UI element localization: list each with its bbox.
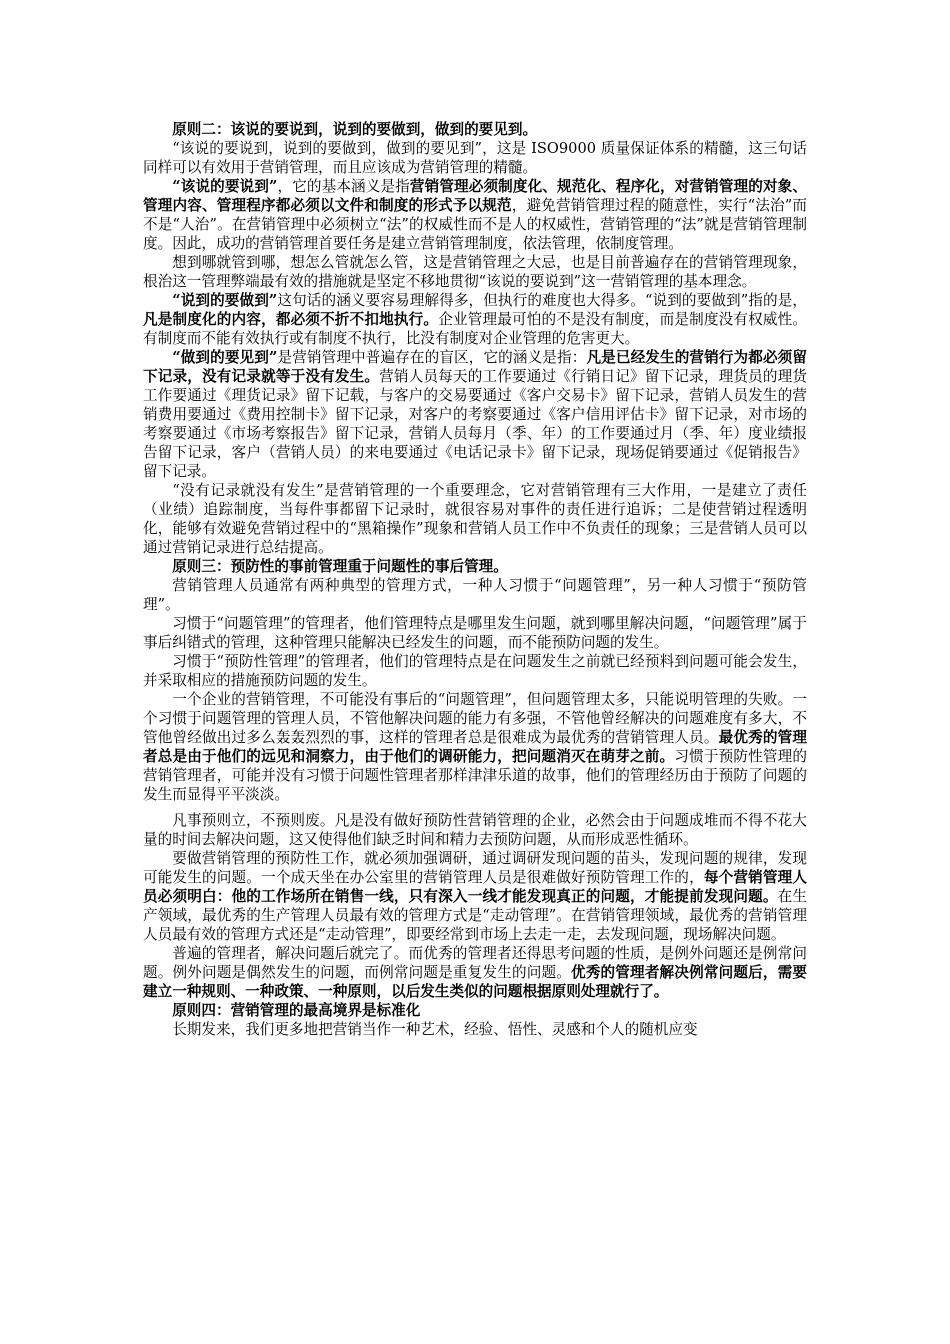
text-run: 要做营销管理的预防性工作，就必须加强调研，通过调研发现问题的苗头，发现问题的规律，发现可能发生的问题。一个成天坐在办公室里的营销管理人员是很难做好预防管理工作的， xyxy=(143,850,807,886)
bold-text: “做到的要见到” xyxy=(172,349,278,366)
bold-text: 原则二：该说的要说到，说到的要做到，做到的要见到。 xyxy=(172,121,538,138)
body-paragraph xyxy=(143,576,807,614)
section-heading xyxy=(143,1001,807,1020)
text-run: ，避免营销管理过程的随意性，实行“法治”而不是“人治”。在营销管理中必须树立“法”的权威性而不是人的权威性，营销管理的“法”就是营销管理制度。因此，成功的营销管理首要任务是建立营销管理制度，依法管理，依制度管理。 xyxy=(143,197,807,252)
bold-text: 凡是制度化的内容，都必须不折不扣地执行。 xyxy=(143,311,439,328)
text-run: 长期发来，我们更多地把营销当作一种艺术，经验、悟性、灵感和个人的随机应变 xyxy=(172,1021,698,1038)
body-paragraph xyxy=(143,944,807,1001)
text-run: 一个企业的营销管理，不可能没有事后的“问题管理”，但问题管理太多，只能说明管理的失败。一个习惯于问题管理的管理人员，不管他解决问题的能力有多强，不管他曾经解决的问题难度有多大，不管他曾经做出过多么轰轰烈烈的事，这样的管理者总是很难成为最优秀的营销管理人员。 xyxy=(143,691,807,746)
section-heading xyxy=(143,557,807,576)
bold-text: 原则四：营销管理的最高境界是标准化 xyxy=(172,1002,421,1019)
bold-text: “该说的要说到” xyxy=(172,178,278,195)
text-run: 凡事预则立，不预则废。凡是没有做好预防性营销管理的企业，必然会由于问题成堆而不得不花大量的时间去解决问题，这又使得他们缺乏时间和精力去预防问题，从而形成恶性循环。 xyxy=(143,812,807,848)
body-paragraph xyxy=(143,652,807,690)
text-run: 在生产领域，最优秀的生产管理人员最有效的管理方式是“走动管理”。在营销管理领域，最优秀的营销管理人员最有效的管理方式还是“走动管理”，即要经常到市场上去走一走，去发现问题，现场解决问题。 xyxy=(143,888,807,943)
body-paragraph xyxy=(143,849,807,944)
text-run: 习惯于预防性管理的营销管理者，可能并没有习惯于问题性管理者那样津津乐道的故事，他们的管理经历由于预防了问题的发生而显得平平淡淡。 xyxy=(143,748,807,803)
text-run: “没有记录就没有发生”是营销管理的一个重要理念，它对营销管理有三大作用，一是建立了责任（业绩）追踪制度，当每件事都留下记录时，就很容易对事件的责任进行追诉；二是使营销过程透明化，能够有效避免营销过程中的“黑箱操作”现象和营销人员工作中不负责任的现象；三是营销人员可以通过营销记录进行总结提高。 xyxy=(143,482,807,556)
body-paragraph xyxy=(143,1020,807,1039)
text-run: 想到哪就管到哪，想怎么管就怎么管，这是营销管理之大忌，也是目前普遍存在的营销管理现象，根治这一管理弊端最有效的措施就是坚定不移地贯彻“该说的要说到”这一营销管理的基本理念。 xyxy=(143,254,807,290)
body-paragraph xyxy=(143,614,807,652)
text-run: 是营销管理中普遍存在的盲区，它的涵义是指： xyxy=(277,349,587,366)
text-run: 营销人员每天的工作要通过《行销日记》留下记录，理货员的理货工作要通过《理货记录》留下记载，与客户的交易要通过《客户交易卡》留下记录，营销人员发生的营销费用要通过《费用控制卡》留下记录，对客户的考察要通过《客户信用评估卡》留下记录，对市场的考察要通过《市场考察报告》留下记录，营销人员每月（季、年）的工作要通过月（季、年）度业绩报告留下记录，客户（营销人员）的来电要通过《电话记录卡》留下记录，现场促销要通过《促销报告》留下记录。 xyxy=(143,368,807,480)
text-run: ，它的基本涵义是指 xyxy=(277,178,410,195)
bold-text: 营销管理必须制度化、规范化、程序化，对营销管理的对象、管理内容、管理程序都必须以文件和制度的形式予以规范 xyxy=(143,178,807,214)
body-paragraph xyxy=(143,253,807,291)
body-paragraph xyxy=(143,177,807,253)
text-run: 营销管理人员通常有两种典型的管理方式，一种人习惯于“问题管理”，另一种人习惯于“预防管理”。 xyxy=(143,577,807,613)
text-run: 企业管理最可怕的不是没有制度，而是制度没有权威性。有制度而不能有效执行或有制度不执行，比没有制度对企业管理的危害更大。 xyxy=(143,311,807,347)
section-heading xyxy=(143,120,807,139)
body-paragraph xyxy=(143,139,807,177)
body-paragraph xyxy=(143,481,807,557)
bold-text: “说到的要做到” xyxy=(172,292,278,309)
text-run: 习惯于“问题管理”的管理者，他们管理特点是哪里发生问题，就到哪里解决问题，“问题管理”属于事后纠错式的管理，这种管理只能解决已经发生的问题，而不能预防问题的发生。 xyxy=(143,615,807,651)
body-paragraph xyxy=(143,291,807,348)
text-run: 习惯于“预防性管理”的管理者，他们的管理特点是在问题发生之前就已经预料到问题可能会发生，并采取相应的措施预防问题的发生。 xyxy=(143,653,807,689)
bold-text: 最优秀的管理者总是由于他们的远见和洞察力，由于他们的调研能力，把问题消灭在萌芽之前。 xyxy=(143,729,807,765)
bold-text: 原则三：预防性的事前管理重于问题性的事后管理。 xyxy=(172,558,508,575)
text-run: 普遍的管理者，解决问题后就完了。而优秀的管理者还得思考问题的性质，是例外问题还是例常问题。例外问题是偶然发生的问题，而例常问题是重复发生的问题。 xyxy=(143,945,807,981)
bold-text: 优秀的管理者解决例常问题后，需要建立一种规则、一种政策、一种原则，以后发生类似的问题根据原则处理就行了。 xyxy=(143,964,807,1000)
bold-text: 每个营销管理人员必须明白：他的工作场所在销售一线，只有深入一线才能发现真正的问题，才能提前发现问题。 xyxy=(143,869,807,905)
body-paragraph xyxy=(143,811,807,849)
text-run: 这句话的涵义要容易理解得多，但执行的难度也大得多。“说到的要做到”指的是， xyxy=(277,292,807,309)
body-paragraph xyxy=(143,348,807,481)
text-run: “该说的要说到，说到的要做到，做到的要见到”，这是 ISO9000 质量保证体系的精髓，这三句话同样可以有效用于营销管理，而且应该成为营销管理的精髓。 xyxy=(143,140,807,176)
bold-text: 凡是已经发生的营销行为都必须留下记录，没有记录就等于没有发生。 xyxy=(143,349,807,385)
body-paragraph xyxy=(143,690,807,804)
